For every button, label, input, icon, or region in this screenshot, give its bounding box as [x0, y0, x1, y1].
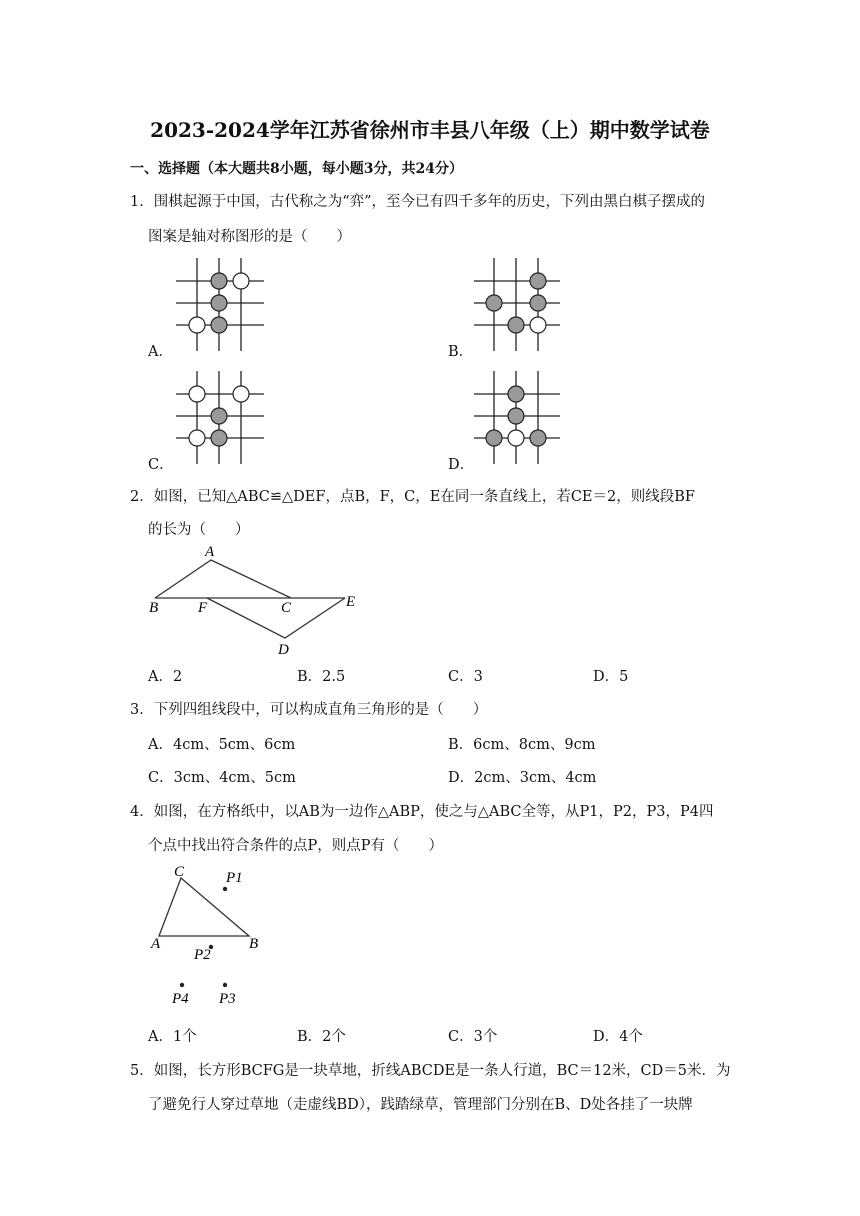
q1-line1: 1．围棋起源于中国，古代称之为“弈”，至今已有四千多年的历史，下列由黑白棋子摆成的 [130, 194, 706, 210]
q2-line2: 的长为（ ） [148, 522, 250, 538]
label-p3: P3 [219, 991, 236, 1007]
label-p2: P2 [194, 947, 211, 963]
label-b: B [249, 936, 259, 952]
label-d: D [278, 642, 289, 658]
label-b: B [149, 600, 159, 616]
go-board-a-figure [170, 255, 270, 355]
go-board-d-figure [472, 368, 572, 468]
q3-option-b[interactable]: B．6cm、8cm、9cm [448, 737, 596, 753]
q4-option-b[interactable]: B．2个 [297, 1029, 346, 1045]
q2-line1 [130, 485, 695, 506]
q4-line2: 个点中找出符合条件的点P，则点P有（ ） [148, 838, 444, 854]
q5-line2: 了避免行人穿过草地（走虚线BD），践踏绿草，管理部门分别在B、D处各挂了一块牌 [148, 1097, 693, 1113]
q3-line1: 3．下列四组线段中，可以构成直角三角形的是（ ） [130, 702, 488, 718]
q3-option-d[interactable]: D．2cm、3cm、4cm [448, 770, 597, 786]
q2-option-c[interactable]: C．3 [448, 669, 483, 685]
q1-option-b[interactable]: B． [448, 344, 474, 360]
page-title: 2023-2024学年江苏省徐州市丰县八年级（上）期中数学试卷 [150, 118, 710, 142]
q3-option-c[interactable]: C．3cm、4cm、5cm [148, 770, 296, 786]
section-heading: 一、选择题（本大题共8小题，每小题3分，共24分） [130, 161, 463, 177]
label-c: C [281, 600, 292, 616]
q5-line1: 5．如图，长方形BCFG是一块草地，折线ABCDE是一条人行道，BC＝12米，CD＝5米．为 [130, 1063, 731, 1079]
label-e: E [346, 594, 356, 610]
q4-option-d[interactable]: D．4个 [593, 1029, 643, 1045]
label-p4: P4 [172, 991, 189, 1007]
q2-line1-text: 2．如图，已知△ABC≌△DEF，点B，F，C，E在同一条直线上，若CE＝2，则线段BF [130, 489, 695, 505]
go-board-b-figure [472, 255, 572, 355]
q4-line1: 4．如图，在方格纸中，以AB为一边作△ABP，使之与△ABC全等，从P1，P2，P3，P4四 [130, 804, 714, 820]
label-a: A [205, 544, 215, 560]
q2-option-a[interactable]: A．2 [148, 669, 183, 685]
q3-option-a[interactable]: A．4cm、5cm、6cm [148, 737, 296, 753]
label-p1: P1 [226, 870, 243, 886]
q2-option-d[interactable]: D．5 [593, 669, 629, 685]
grid-points-figure [145, 862, 275, 1012]
q1-option-d[interactable]: D． [448, 457, 475, 473]
label-f: F [198, 600, 208, 616]
triangle-congruence-figure [145, 540, 375, 660]
label-c: C [174, 864, 185, 880]
q4-option-c[interactable]: C．3个 [448, 1029, 498, 1045]
q2-option-b[interactable]: B．2.5 [297, 669, 346, 685]
q1-option-c[interactable]: C． [148, 457, 174, 473]
label-a: A [151, 936, 161, 952]
go-board-c-figure [170, 368, 270, 468]
q4-option-a[interactable]: A．1个 [148, 1029, 197, 1045]
q1-option-a[interactable]: A． [148, 344, 173, 360]
q1-line2: 图案是轴对称图形的是（ ） [148, 229, 351, 245]
